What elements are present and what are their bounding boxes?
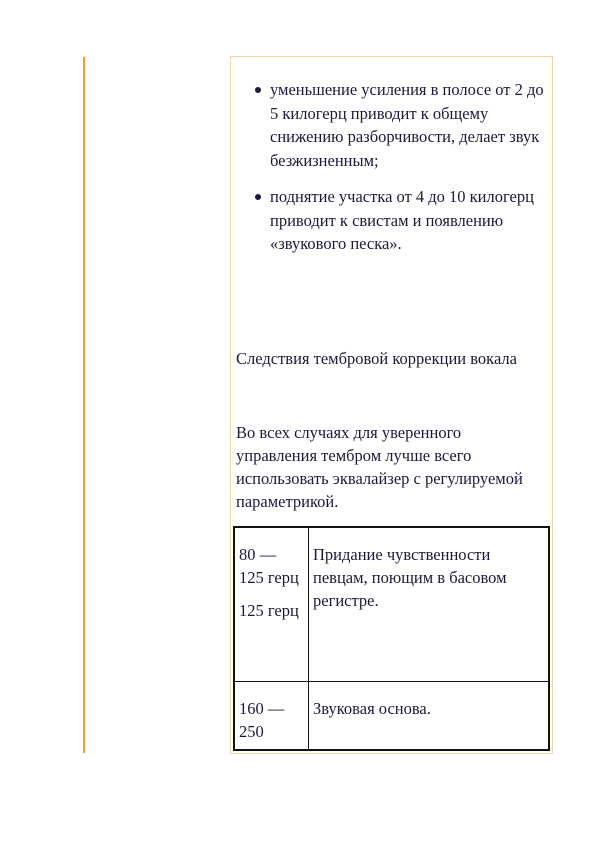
bullet-dot-icon [255, 87, 261, 93]
table-row [234, 682, 549, 751]
frequency-table [233, 526, 550, 751]
bullet-list [254, 78, 544, 269]
table-row [234, 527, 549, 682]
description-text: Звуковая основа. [313, 699, 431, 718]
body-paragraph: Во всех случаях для уверенного управления тембром лучше всего использовать эквалайзер с регулируемой параметрикой. [236, 423, 523, 511]
frequency-range: 80 — 125 герц [239, 545, 299, 587]
left-margin-rule [83, 57, 85, 753]
frequency-cell [234, 682, 309, 751]
bullet-text: уменьшение усиления в полосе от 2 до 5 килогерц приводит к общему снижению разборчивости, делает звук безжизненным; [270, 80, 544, 170]
list-item [254, 78, 544, 172]
description-text: Придание чувственности певцам, поющим в басовом регистре. [313, 545, 507, 610]
frequency-cell [234, 527, 309, 682]
frequency-range: 125 герц [239, 601, 299, 620]
list-item [254, 185, 544, 256]
section-heading: Следствия тембровой коррекции вокала [236, 349, 517, 368]
bullet-text: поднятие участка от 4 до 10 килогерц приводит к свистам и появлению «звукового песка». [270, 187, 534, 253]
bullet-dot-icon [255, 194, 261, 200]
frequency-range: 160 — 250 [239, 699, 285, 741]
description-cell [309, 682, 550, 751]
description-cell [309, 527, 550, 682]
